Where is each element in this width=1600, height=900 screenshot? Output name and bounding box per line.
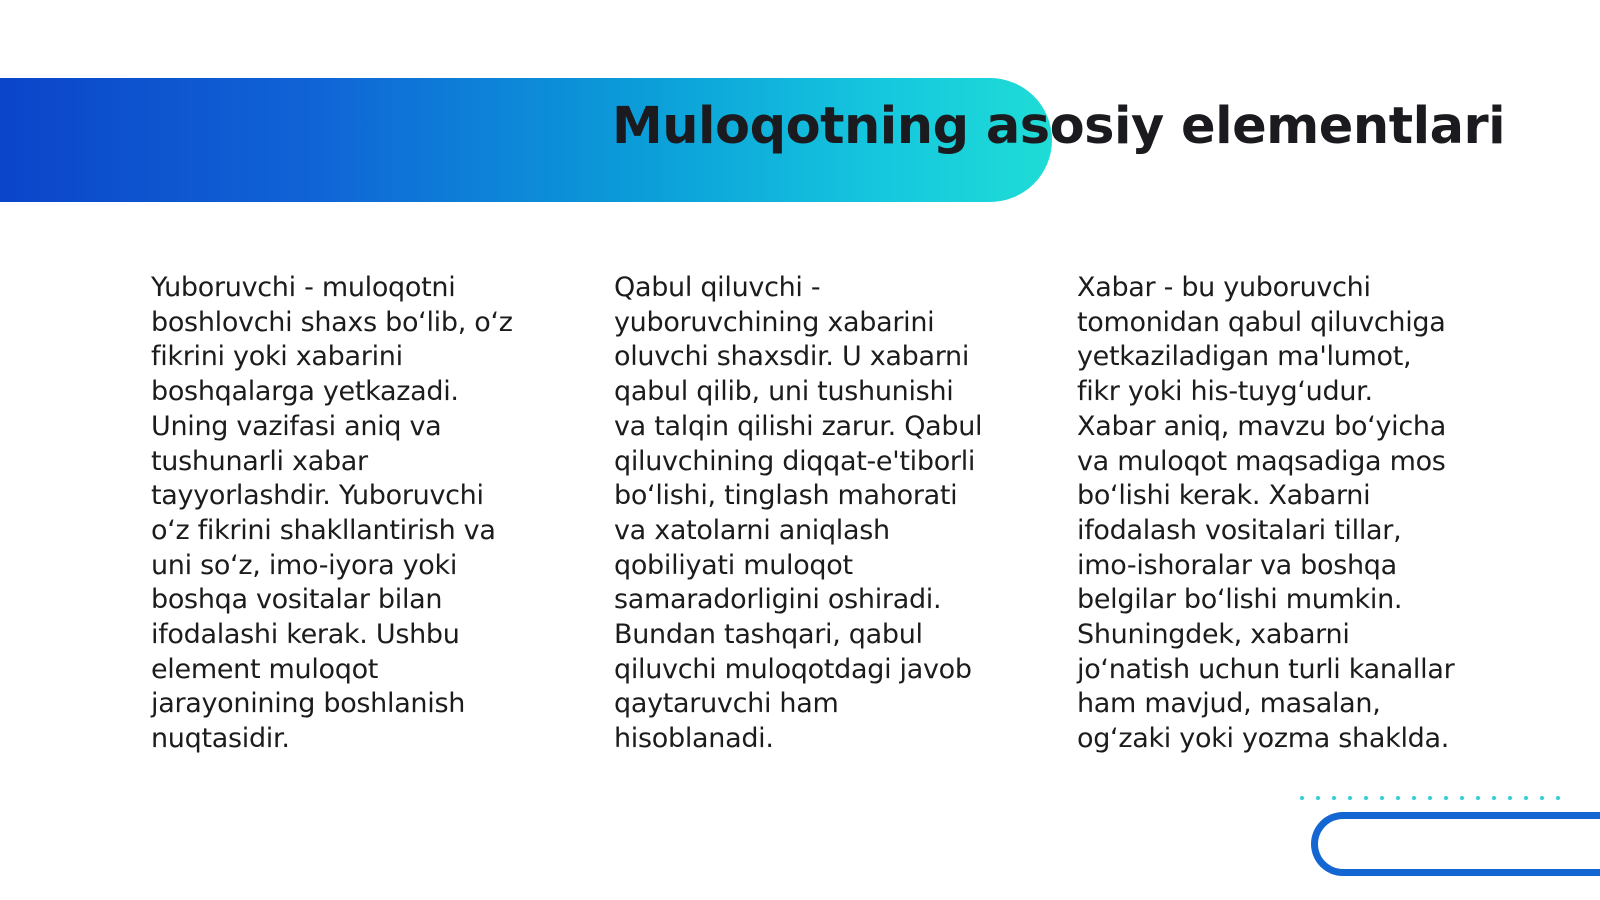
column-receiver-text: Qabul qiluvchi - yuboruvchining xabarini oluvchi shaxsdir. U xabarni qabul qilib, uni tushunishi va talqin qilishi zarur. Qabul qiluvchining diqqat-e'tiborli bo‘lishi, tinglash mahorati va xatolarni aniqlash qobiliyati muloqot samaradorligini oshiradi. Bundan tashqari, qabul qiluvchi muloqotdagi javob qaytaruvchi ham hisoblanadi. bbox=[614, 272, 983, 755]
decorative-outline-pill bbox=[1311, 812, 1600, 876]
slide-title: Muloqotning asosiy elementlari bbox=[612, 97, 1506, 156]
column-sender-text: Yuboruvchi - muloqotni boshlovchi shaxs bo‘lib, o‘z fikrini yoki xabarini boshqalarga yetkazadi. Uning vazifasi aniq va tushunarli xabar tayyorlashdir. Yuboruvchi o‘z fikrini shakllantirish va uni so‘z, imo-iyora yoki boshqa vositalar bilan ifodalashi kerak. Ushbu element muloqot jarayonining boshlanish nuqtasidir. bbox=[151, 272, 513, 755]
column-message-text: Xabar - bu yuboruvchi tomonidan qabul qiluvchiga yetkaziladigan ma'lumot, fikr yoki his-tuyg‘udur. Xabar aniq, mavzu bo‘yicha va muloqot maqsadiga mos bo‘lishi kerak. Xabarni ifodalash vositalari tillar, imo-ishoralar va boshqa belgilar bo‘lishi mumkin. Shuningdek, xabarni jo‘natish uchun turli kanallar ham mavjud, masalan, og‘zaki yoki yozma shaklda. bbox=[1077, 272, 1455, 755]
